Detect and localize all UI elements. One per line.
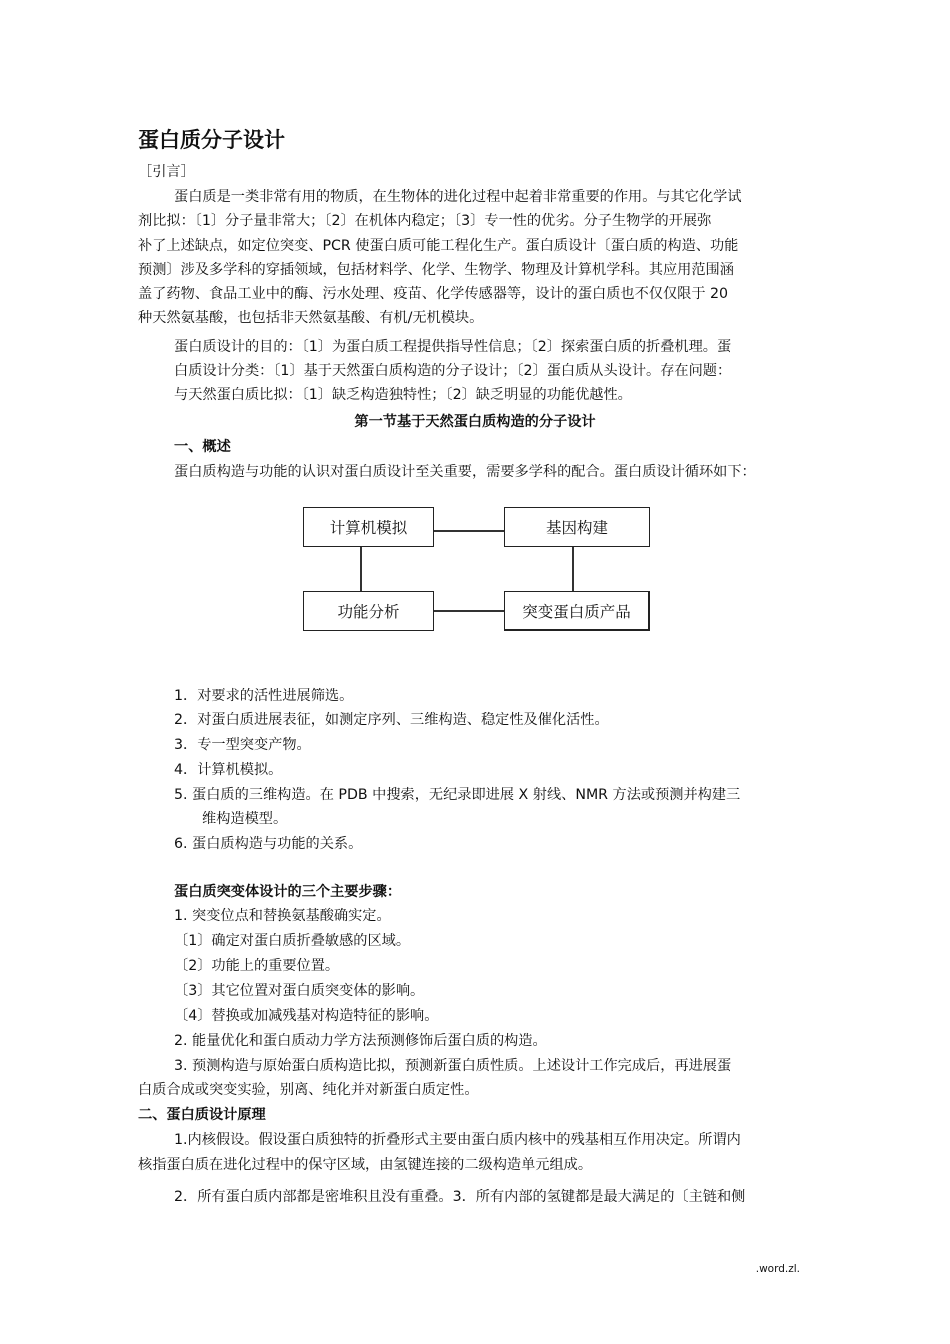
mutant-line-8: 白质合成或突变实验，别离、纯化并对新蛋白质定性。 [138,1082,479,1098]
overview-text: 蛋白质构造与功能的认识对蛋白质设计至关重要，需要多学科的配合。蛋白质设计循环如下： [174,464,756,480]
mutant-line-6: 2. 能量优化和蛋白质动力学方法预测修饰后蛋白质的构造。 [174,1033,547,1049]
step-5: 5. 蛋白质的三维构造。在 PDB 中搜索，无纪录即进展 X 射线、NMR 方法或预测并构建三 [174,787,741,803]
mutant-line-3: 〔2〕功能上的重要位置。 [174,958,340,974]
mutant-line-7: 3. 预测构造与原始蛋白质构造比拟，预测新蛋白质性质。上述设计工作完成后，再进展蛋 [174,1058,732,1074]
principle-heading: 二、蛋白质设计原理 [138,1107,266,1123]
mutant-line-5: 〔4〕替换或加减残基对构造特征的影响。 [174,1008,439,1024]
box-gene-construction: 基因构建 [504,507,650,547]
mutant-line-1: 1. 突变位点和替换氨基酸确实定。 [174,908,391,924]
connector-left [360,547,362,591]
step-5-continued: 维构造模型。 [202,811,288,827]
box-mutant-protein-product: 突变蛋白质产品 [504,591,650,631]
intro-line-1: 蛋白质是一类非常有用的物质，在生物体的进化过程中起着非常重要的作用。与其它化学试 [174,189,742,205]
step-2: 2．对蛋白质进展表征，如测定序列、三维构造、稳定性及催化活性。 [174,712,609,728]
purpose-line-2: 白质设计分类：〔1〕基于天然蛋白质构造的分子设计；〔2〕蛋白质从头设计。存在问题： [174,363,732,379]
mutant-line-2: 〔1〕确定对蛋白质折叠敏感的区域。 [174,933,411,949]
step-4: 4．计算机模拟。 [174,762,283,778]
purpose-line-3: 与天然蛋白质比拟：〔1〕缺乏构造独特性；〔2〕缺乏明显的功能优越性。 [174,387,632,403]
principle-line-3: 2．所有蛋白质内部都是密堆积且没有重叠。3．所有内部的氢键都是最大满足的〔主链和侧 [174,1189,746,1205]
section-1-title: 第一节基于天然蛋白质构造的分子设计 [354,414,596,430]
step-3: 3．专一型突变产物。 [174,737,311,753]
intro-line-4: 预测〕涉及多学科的穿插领域，包括材料学、化学、生物学、物理及计算机学科。其应用范围涵 [138,262,734,278]
principle-line-1: 1.内核假设。假设蛋白质独特的折叠形式主要由蛋白质内核中的残基相互作用决定。所谓内 [174,1132,741,1148]
purpose-line-1: 蛋白质设计的目的：〔1〕为蛋白质工程提供指导性信息；〔2〕探索蛋白质的折叠机理。蛋 [174,339,732,355]
step-6: 6. 蛋白质构造与功能的关系。 [174,836,363,852]
page-title: 蛋白质分子设计 [138,128,285,152]
intro-line-3: 补了上述缺点，如定位突变、PCR 使蛋白质可能工程化生产。蛋白质设计〔蛋白质的构造、功能 [138,238,739,254]
mutant-design-heading: 蛋白质突变体设计的三个主要步骤： [174,884,402,900]
box-computer-simulation: 计算机模拟 [303,507,434,547]
intro-line-2: 剂比拟：〔1〕分子量非常大；〔2〕在机体内稳定；〔3〕专一性的优劣。分子生物学的开展弥 [138,213,712,229]
intro-line-6: 种天然氨基酸，也包括非天然氨基酸、有机/无机模块。 [138,310,484,326]
overview-heading: 一、概述 [174,439,231,455]
step-1: 1．对要求的活性进展筛选。 [174,688,354,704]
connector-right [572,547,574,591]
connector-top [434,530,504,532]
principle-line-2: 核指蛋白质在进化过程中的保守区域，由氢键连接的二级构造单元组成。 [138,1157,593,1173]
connector-bottom [434,610,504,612]
intro-line-5: 盖了药物、食品工业中的酶、污水处理、疫苗、化学传感器等，设计的蛋白质也不仅仅限于 20 [138,286,729,302]
page-footer: .word.zl. [755,1263,800,1275]
mutant-line-4: 〔3〕其它位置对蛋白质突变体的影响。 [174,983,425,999]
intro-heading: ［引言］ [138,164,195,180]
box-function-analysis: 功能分析 [303,591,434,631]
